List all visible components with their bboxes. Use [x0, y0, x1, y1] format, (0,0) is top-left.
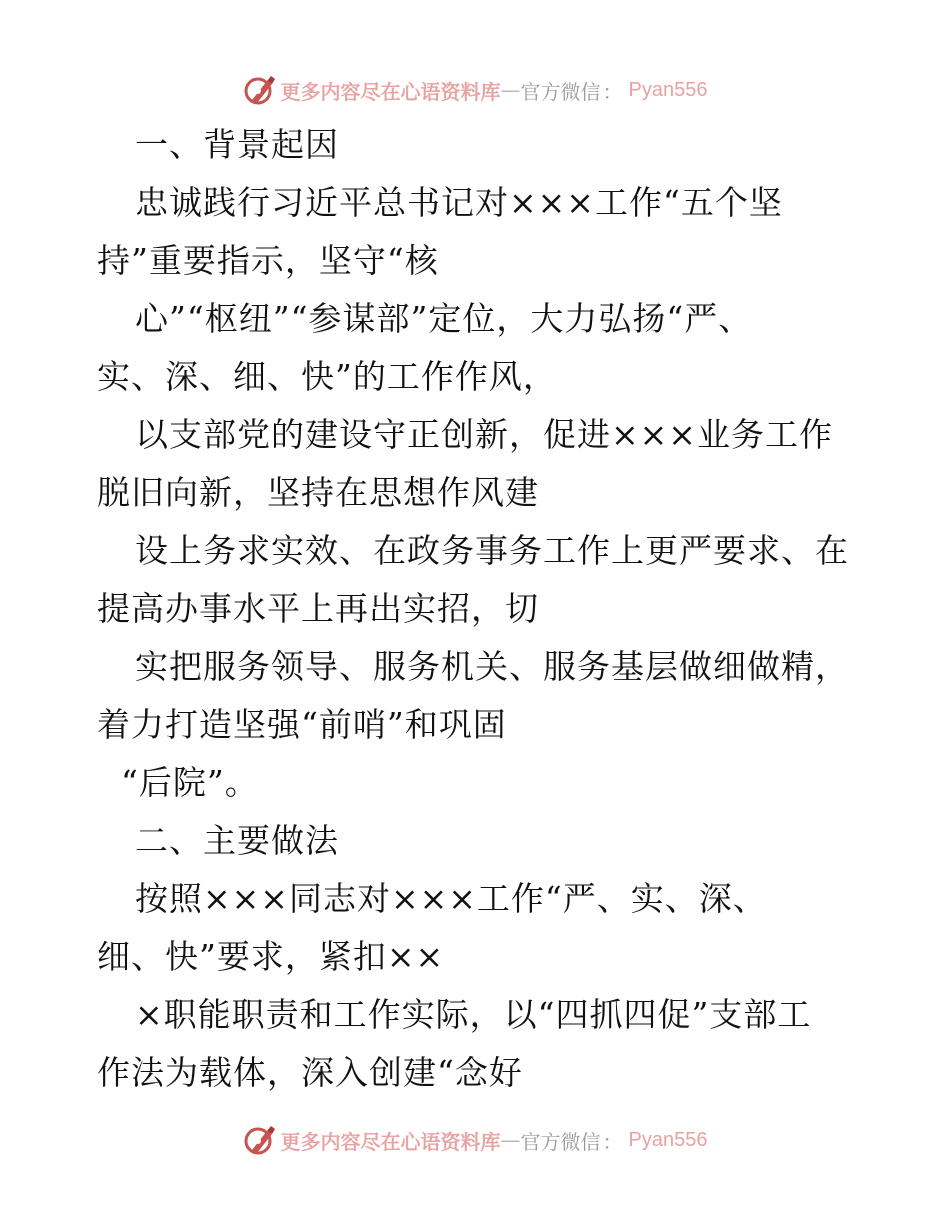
- paragraph-line: 实把服务领导、服务机关、服务基层做细做精，: [135, 647, 849, 686]
- header-dash: —: [500, 78, 521, 102]
- paragraph-line: 设上务求实效、在政务事务工作上更严要求、在: [135, 531, 849, 570]
- section-heading-2: 二、主要做法: [135, 821, 339, 860]
- header-wechat-label: 官方微信: [520, 79, 601, 104]
- footer-wechat-label: 官方微信: [520, 1129, 601, 1154]
- paragraph-line: 提高办事水平上再出实招，切: [97, 589, 539, 628]
- paragraph-line: 心”“枢纽”“参谋部”定位，大力弘扬“严、: [135, 299, 753, 338]
- paragraph-line: ×职能职责和工作实际，以“四抓四促”支部工: [135, 995, 812, 1034]
- paragraph-line: 以支部党的建设守正创新，促进×××业务工作: [135, 415, 833, 454]
- paragraph-line: 实、深、细、快”的工作作风，: [97, 357, 557, 396]
- paragraph-line: 忠诚践行习近平总书记对×××工作“五个坚: [135, 183, 783, 222]
- pen-in-circle-icon: [243, 1123, 277, 1157]
- header-brand-text: 更多内容尽在心语资料库: [280, 79, 501, 104]
- paragraph-line: 脱旧向新，坚持在思想作风建: [97, 473, 539, 512]
- footer-dash: —: [500, 1128, 521, 1152]
- header-colon: ：: [602, 79, 623, 104]
- footer-wechat-id: Pyan556: [628, 1128, 708, 1151]
- paragraph-line: 作法为载体，深入创建“念好: [97, 1053, 523, 1092]
- header-wechat-id: Pyan556: [628, 78, 708, 101]
- paragraph-line: 着力打造坚强“前哨”和巩固: [97, 705, 507, 744]
- paragraph-line: 持”重要指示，坚守“核: [97, 241, 439, 280]
- pen-in-circle-icon: [243, 73, 277, 107]
- header-banner: [0, 70, 950, 110]
- paragraph-line: “后院”。: [121, 763, 259, 802]
- document-body: [97, 116, 857, 1102]
- paragraph-line: 按照×××同志对×××工作“严、实、深、: [135, 879, 767, 918]
- footer-brand-text: 更多内容尽在心语资料库: [280, 1129, 501, 1154]
- section-heading-1: 一、背景起因: [135, 125, 339, 164]
- paragraph-line: 细、快”要求，紧扣××: [97, 937, 445, 976]
- footer-banner: [0, 1120, 950, 1160]
- footer-colon: ：: [602, 1129, 623, 1154]
